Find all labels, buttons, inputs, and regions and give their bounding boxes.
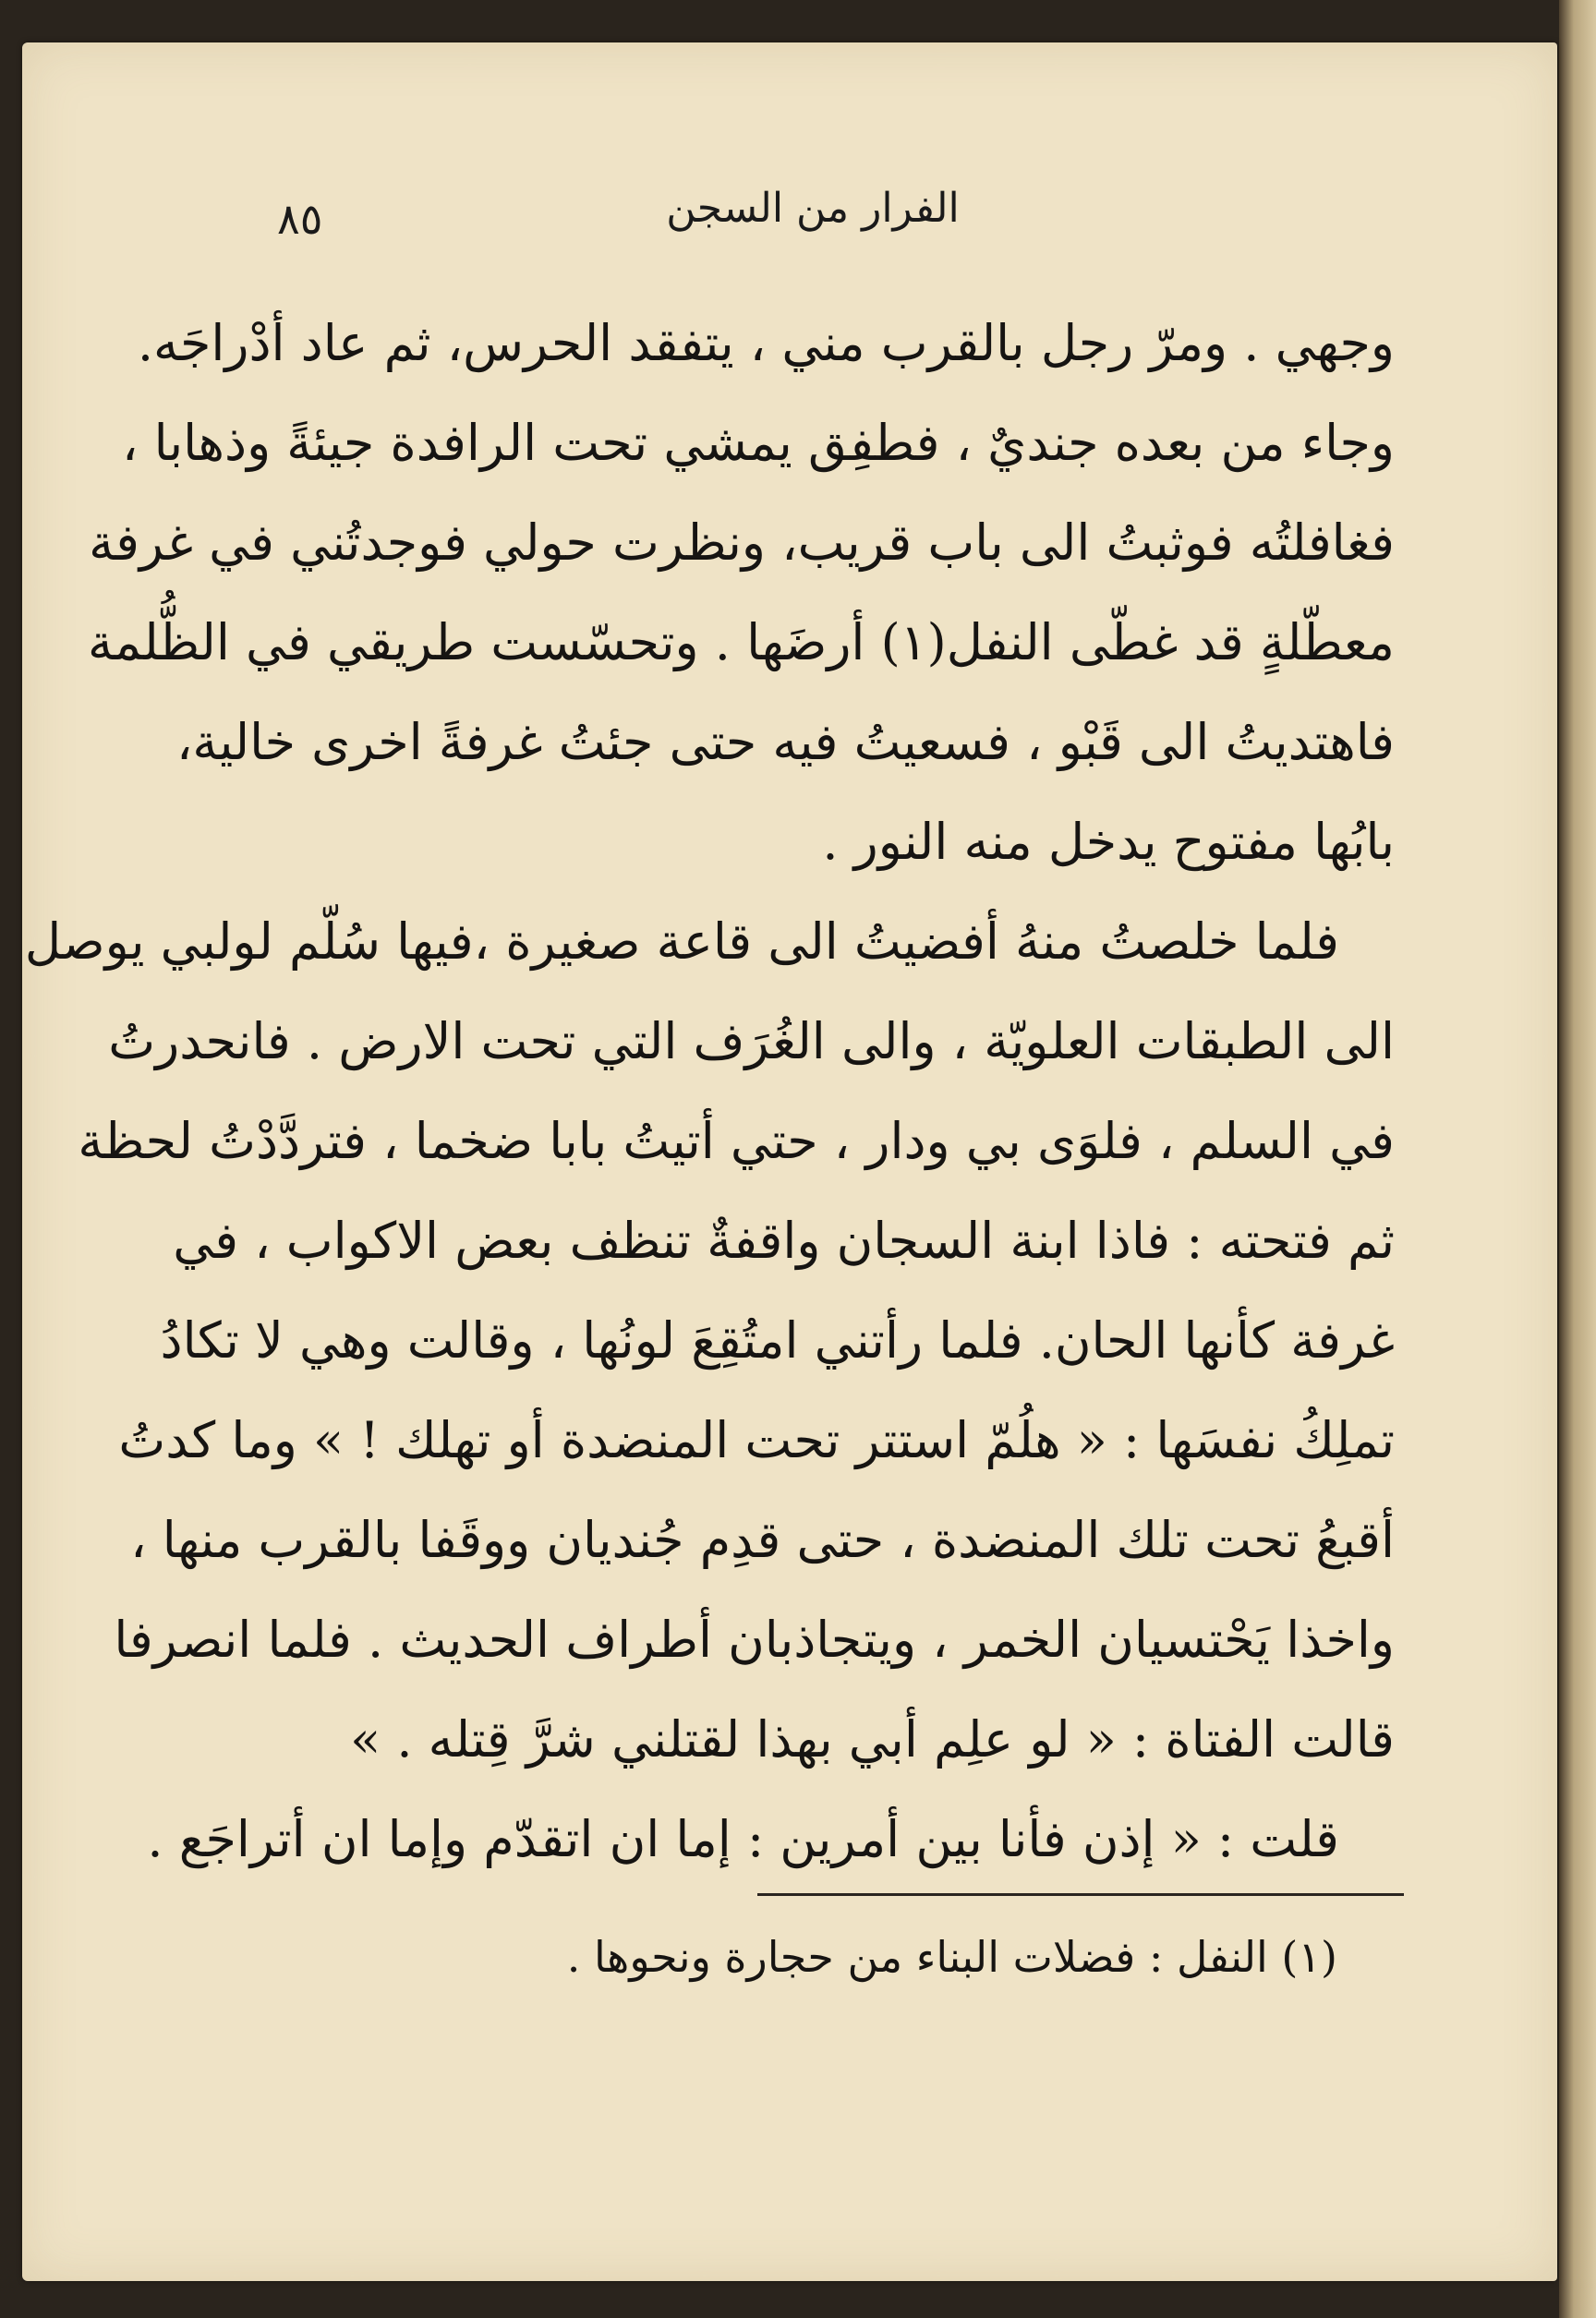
text-line: وجاء من بعده جنديٌ ، فطفِق يمشي تحت الرافدة جيئةً وذهابا ، (122, 414, 1395, 472)
text-line: فغافلتُه فوثبتُ الى باب قريب، ونظرت حولي فوجدتُني في غرفة (89, 513, 1395, 572)
page-number: ٨٥ (277, 194, 323, 244)
text-line: فلما خلصتُ منهُ أفضيتُ الى قاعة صغيرة ،فيها سُلّم لولبي يوصل (24, 912, 1339, 971)
text-line: غرفة كأنها الحان. فلما رأتني امتُقِعَ لونُها ، وقالت وهي لا تكادُ (160, 1311, 1395, 1370)
running-title: الفرار من السجن (666, 185, 960, 232)
text-line: في السلم ، فلوَى بي ودار ، حتي أتيتُ بابا ضخما ، فتردَّدْتُ لحظة (78, 1112, 1395, 1170)
text-line: وجهي . ومرّ رجل بالقرب مني ، يتفقد الحرس، ثم عاد أدْراجَه. (137, 314, 1395, 372)
text-line: بابُها مفتوح يدخل منه النور . (822, 813, 1395, 871)
text-line: قالت الفتاة : « لو علِم أبي بهذا لقتلني شرَّ قِتله . » (350, 1710, 1395, 1769)
page-header (240, 185, 1385, 259)
footnote-divider (757, 1893, 1404, 1896)
body-text (24, 294, 1395, 1889)
text-line: قلت : « إذن فأنا بين أمرين : إما ان اتقدّم وإما ان أتراجَع . (147, 1810, 1339, 1868)
text-line: فاهتديتُ الى قَبْو ، فسعيتُ فيه حتى جئتُ غرفةً اخرى خالية، (176, 713, 1395, 771)
footnote: (١) النفل : فضلات البناء من حجارة ونحوها . (566, 1932, 1337, 1982)
text-line: أقبعُ تحت تلك المنضدة ، حتى قدِم جُنديان ووقَفا بالقرب منها ، (130, 1511, 1395, 1569)
text-line: تملِكُ نفسَها : « هلُمّ استتر تحت المنضدة أو تهلك ! » وما كدتُ (118, 1411, 1395, 1469)
text-line: ثم فتحته : فاذا ابنة السجان واقفةٌ تنظف بعض الاكواب ، في (173, 1212, 1395, 1270)
text-line: واخذا يَحْتسيان الخمر ، ويتجاذبان أطراف الحديث . فلما انصرفا (114, 1611, 1395, 1669)
next-page-edge (1559, 0, 1596, 2318)
text-line: معطّلةٍ قد غطّى النفل(١) أرضَها . وتحسّست طريقي في الظُّلمة (88, 613, 1395, 671)
text-line: الى الطبقات العلويّة ، والى الغُرَف التي تحت الارض . فانحدرتُ (108, 1012, 1395, 1070)
